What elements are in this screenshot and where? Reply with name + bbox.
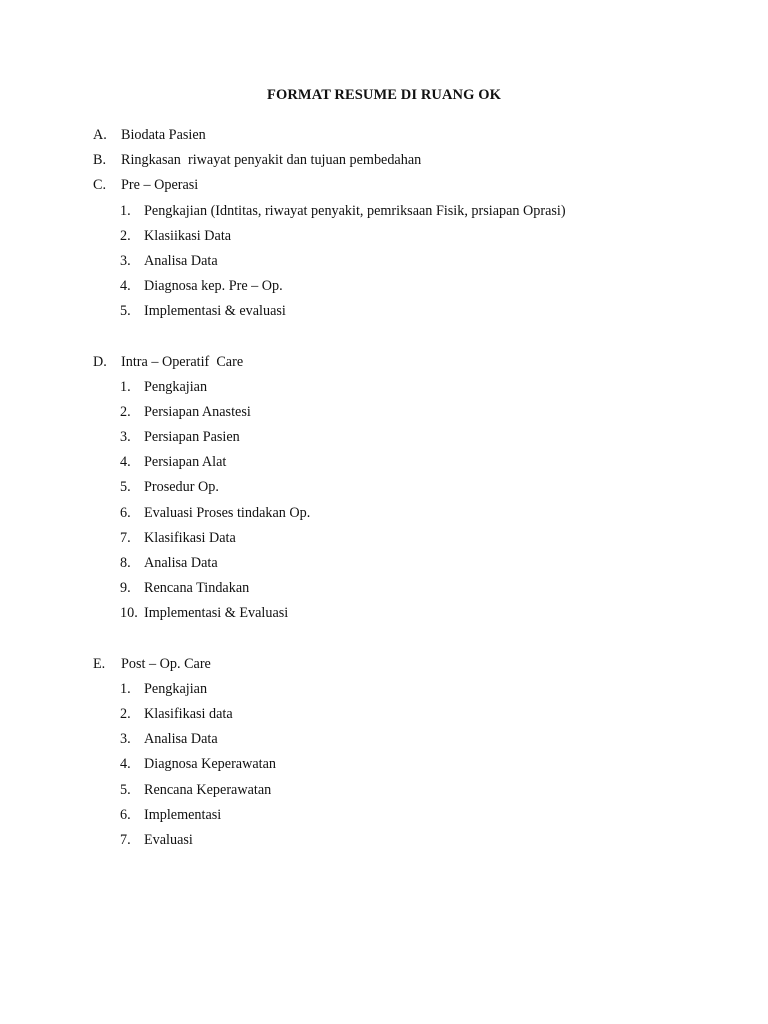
document-title: FORMAT RESUME DI RUANG OK: [267, 87, 501, 103]
list-item: [93, 702, 733, 727]
section-label: Biodata Pasien: [121, 127, 206, 143]
outline-section: [93, 173, 733, 324]
list-item: [93, 526, 733, 551]
list-item: [93, 450, 733, 475]
list-item-number: 2.: [120, 403, 131, 420]
list-item-text: Evaluasi: [144, 831, 193, 848]
section-letter: D.: [93, 353, 107, 370]
list-item-number: 3.: [120, 252, 131, 269]
list-item: [93, 677, 733, 702]
list-item-number: 3.: [120, 429, 131, 446]
sub-item-list: [93, 677, 733, 853]
list-item-number: 10.: [120, 605, 138, 622]
list-item-text: Implementasi & evaluasi: [144, 303, 286, 320]
list-item-text: Persiapan Pasien: [144, 429, 240, 446]
list-item: [93, 274, 733, 299]
list-item-number: 2.: [120, 227, 131, 244]
list-item-text: Prosedur Op.: [144, 479, 219, 496]
section-heading: [93, 148, 733, 173]
list-item: [93, 828, 733, 853]
list-item-number: 2.: [120, 705, 131, 722]
list-item-number: 3.: [120, 731, 131, 748]
outline-section: [93, 148, 733, 173]
list-item: [93, 425, 733, 450]
section-letter: A.: [93, 127, 107, 143]
section-label: Pre – Operasi: [121, 177, 199, 194]
sub-item-list: [93, 375, 733, 627]
list-item-number: 4.: [120, 278, 131, 295]
outline-section: [93, 350, 733, 627]
section-label: Intra – Operatif Care: [121, 353, 244, 370]
list-item-number: 1.: [120, 378, 131, 395]
list-item: [93, 299, 733, 324]
list-item-number: 7.: [120, 831, 131, 848]
list-item-text: Klasifikasi Data: [144, 529, 236, 546]
list-item-number: 1.: [120, 680, 131, 697]
sub-item-list: [93, 199, 733, 325]
list-item-text: Pengkajian (Idntitas, riwayat penyakit, pemriksaan Fisik, prsiapan Oprasi): [144, 202, 566, 219]
list-item-text: Analisa Data: [144, 555, 218, 571]
list-item: [93, 601, 733, 626]
list-item: [93, 803, 733, 828]
list-item: [93, 199, 733, 224]
section-heading: [93, 173, 733, 198]
list-item-number: 8.: [120, 555, 131, 571]
list-item-number: 9.: [120, 580, 131, 597]
outline-list: [93, 123, 733, 853]
list-item-text: Persiapan Alat: [144, 454, 227, 471]
list-item: [93, 576, 733, 601]
list-item-text: Diagnosa kep. Pre – Op.: [144, 278, 283, 295]
list-item-text: Klasiikasi Data: [144, 227, 232, 244]
list-item: [93, 752, 733, 777]
list-item-text: Evaluasi Proses tindakan Op.: [144, 504, 311, 521]
list-item: [93, 249, 733, 274]
list-item: [93, 727, 733, 752]
section-heading: [93, 123, 733, 148]
section-heading: [93, 652, 733, 677]
list-item-text: Analisa Data: [144, 252, 218, 269]
list-item-text: Pengkajian: [144, 680, 208, 697]
list-item-text: Rencana Tindakan: [144, 580, 250, 597]
section-label: Post – Op. Care: [121, 655, 211, 672]
list-item: [93, 375, 733, 400]
section-letter: E.: [93, 655, 106, 672]
list-item-number: 5.: [120, 303, 131, 320]
list-item-number: 4.: [120, 756, 131, 773]
list-item-number: 4.: [120, 454, 131, 471]
list-item-text: Persiapan Anastesi: [144, 403, 251, 420]
list-item-text: Implementasi & Evaluasi: [144, 605, 289, 622]
list-item: [93, 400, 733, 425]
section-heading: [93, 350, 733, 375]
list-item-text: Rencana Keperawatan: [144, 781, 272, 798]
list-item: [93, 224, 733, 249]
list-item-number: 6.: [120, 806, 131, 823]
list-item-number: 5.: [120, 781, 131, 798]
list-item-number: 5.: [120, 479, 131, 496]
list-item-text: Implementasi: [144, 806, 222, 823]
list-item: [93, 475, 733, 500]
list-item-text: Klasifikasi data: [144, 705, 233, 722]
list-item: [93, 501, 733, 526]
section-letter: C.: [93, 177, 107, 194]
outline-section: [93, 123, 733, 148]
list-item-number: 1.: [120, 202, 131, 219]
outline-section: [93, 652, 733, 854]
list-item-text: Diagnosa Keperawatan: [144, 756, 276, 773]
list-item-number: 6.: [120, 504, 131, 521]
list-item-number: 7.: [120, 529, 131, 546]
list-item-text: Analisa Data: [144, 731, 218, 748]
list-item-text: Pengkajian: [144, 378, 208, 395]
list-item: [93, 551, 733, 576]
section-letter: B.: [93, 152, 107, 169]
list-item: [93, 778, 733, 803]
section-label: Ringkasan riwayat penyakit dan tujuan pembedahan: [121, 152, 422, 169]
